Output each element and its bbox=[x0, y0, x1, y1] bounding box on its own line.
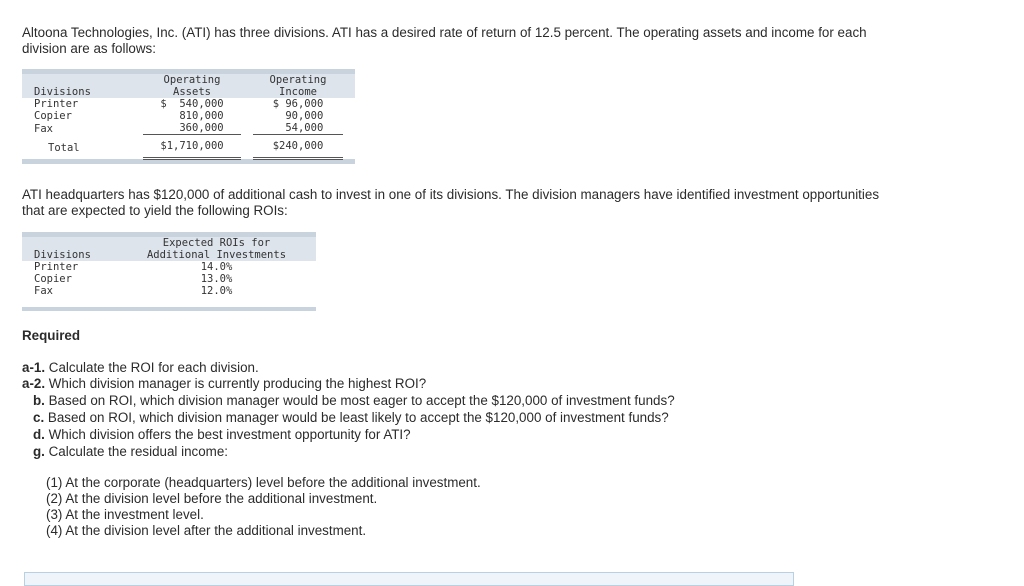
total-label: Total bbox=[48, 141, 80, 154]
header-income-line2: Income bbox=[279, 86, 317, 98]
question-g: g. Calculate the residual income: bbox=[33, 444, 229, 459]
investment-paragraph: ATI headquarters has $120,000 of additional cash to invest in one of its divisions. The division managers have identified investment opportunities that are expected to yield the following ROIs: bbox=[22, 187, 880, 218]
total-row bbox=[22, 135, 355, 159]
header-divisions: Divisions bbox=[34, 86, 91, 98]
header-assets-line1: Operating bbox=[163, 74, 221, 86]
table-row: Printer 14.0% bbox=[34, 261, 233, 273]
question-a1: a-1. Calculate the ROI for each division. bbox=[22, 360, 259, 375]
table-row: Copier 810,000 90,000 bbox=[34, 110, 324, 122]
header-roi-line1: Expected ROIs for bbox=[162, 237, 271, 249]
header-divisions: Divisions bbox=[34, 249, 91, 261]
table-row: Fax 12.0% bbox=[34, 285, 233, 297]
answer-panel[interactable] bbox=[24, 572, 794, 586]
table-row: Printer $ 540,000 $ 96,000 bbox=[34, 98, 324, 110]
question-c: c. Based on ROI, which division manager would be least likely to accept the $120,000 of investment funds? bbox=[33, 410, 669, 425]
total-assets: $1,710,000 bbox=[143, 135, 241, 159]
expected-roi-table bbox=[22, 232, 316, 311]
table-row: Fax 360,000 54,000 bbox=[22, 122, 355, 135]
sub-item-2: (2) At the division level before the additional investment. bbox=[46, 491, 378, 506]
question-a2: a-2. Which division manager is currently producing the highest ROI? bbox=[22, 376, 427, 391]
table-row: Copier 13.0% bbox=[34, 273, 233, 285]
sub-item-4: (4) At the division level after the additional investment. bbox=[46, 523, 367, 538]
header-roi-line2: Additional Investments bbox=[146, 249, 287, 261]
header-assets-line2: Assets bbox=[173, 86, 211, 98]
intro-paragraph: Altoona Technologies, Inc. (ATI) has three divisions. ATI has a desired rate of return of 12.5 percent. The operating assets and income for each division are as follows: bbox=[22, 25, 867, 56]
required-heading: Required bbox=[22, 328, 81, 343]
question-d: d. Which division offers the best investment opportunity for ATI? bbox=[33, 427, 411, 442]
header-income-line1: Operating bbox=[269, 74, 327, 86]
operating-assets-income-table bbox=[22, 69, 355, 164]
sub-item-1: (1) At the corporate (headquarters) level before the additional investment. bbox=[46, 475, 481, 490]
sub-item-3: (3) At the investment level. bbox=[46, 507, 204, 522]
question-b: b. Based on ROI, which division manager would be most eager to accept the $120,000 of investment funds? bbox=[33, 393, 675, 408]
total-income: $240,000 bbox=[253, 135, 343, 159]
